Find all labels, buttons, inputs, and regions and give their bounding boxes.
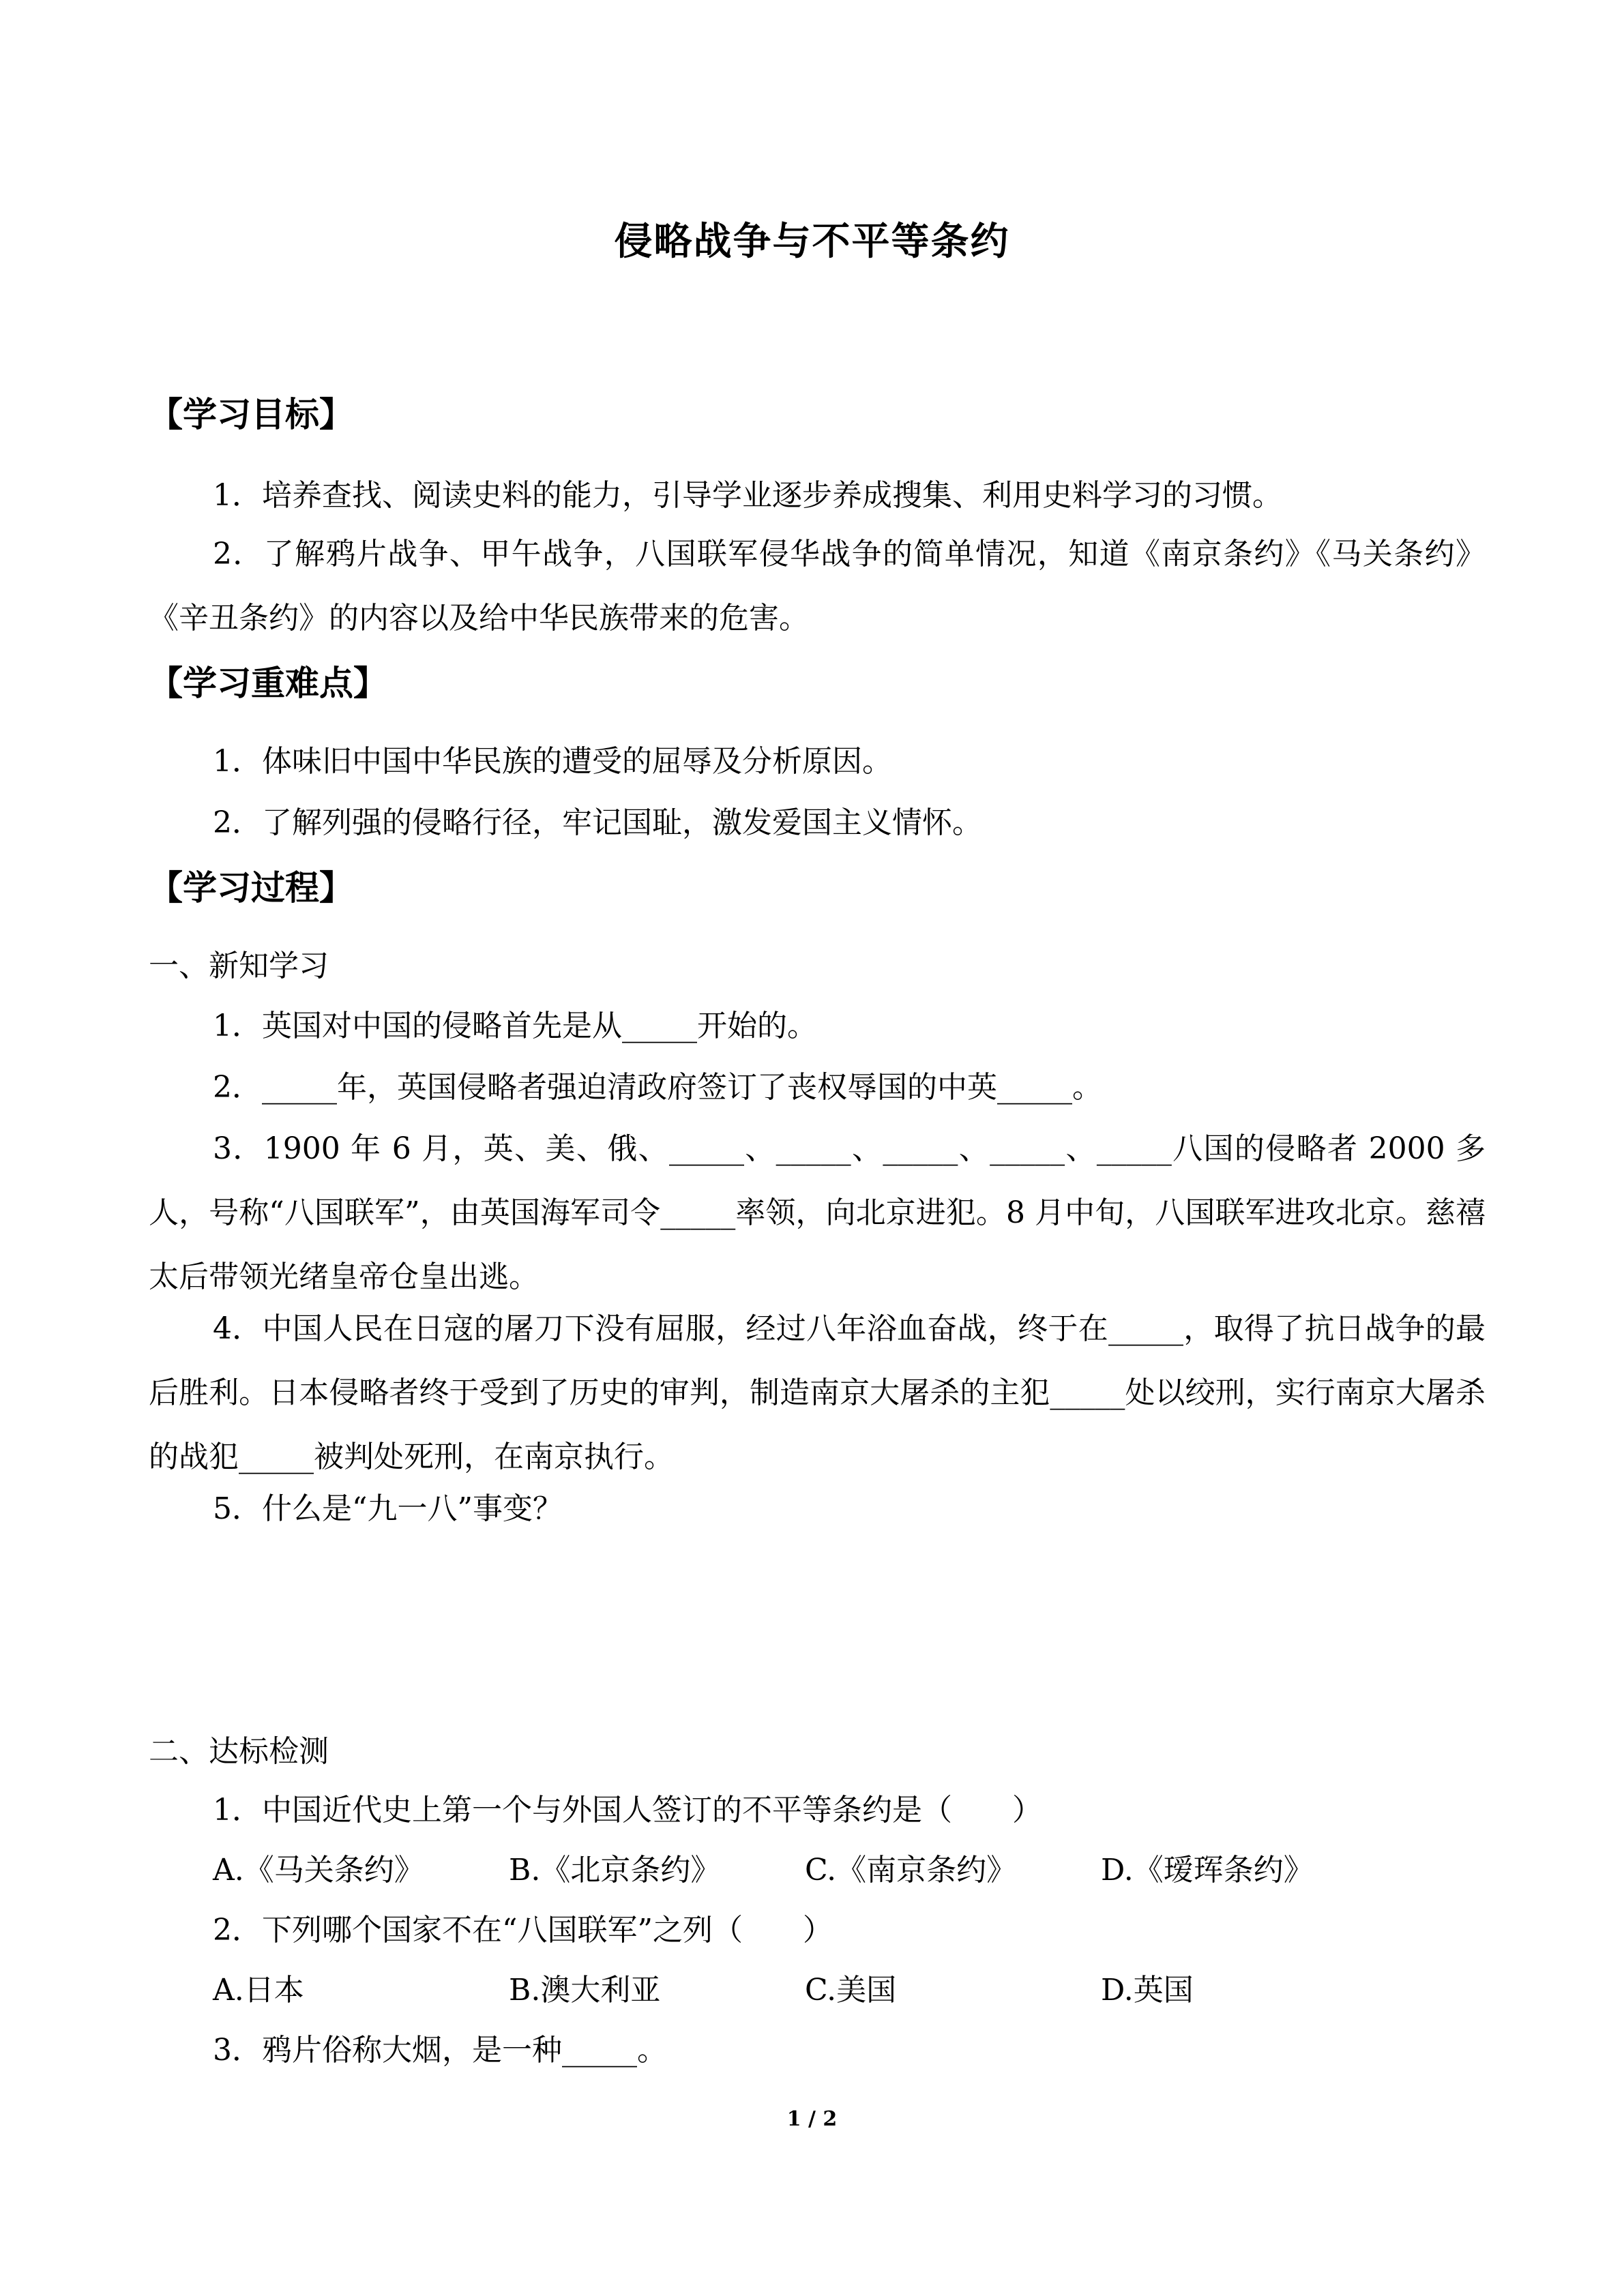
q1-option-a: A.《马关条约》 — [213, 1853, 424, 1888]
question-1-stem: 1．中国近代史上第一个与外国人签订的不平等条约是（ ） — [213, 1793, 1042, 1828]
keypoints-heading: 【学习重难点】 — [149, 664, 387, 703]
part1-item-4: 4．中国人民在日寇的屠刀下没有屈服，经过八年浴血奋战，终于在_____，取得了抗日战争的最后胜利。日本侵略者终于受到了历史的审判，制造南京大屠杀的主犯_____处以绞刑，实行南京大屠杀的战犯_____被判处死刑，在南京执行。 — [149, 1311, 1486, 1474]
part1-item-5: 5．什么是“九一八”事变？ — [213, 1491, 563, 1526]
q2-option-d: D.英国 — [1101, 1973, 1194, 2008]
part2-label: 二、达标检测 — [149, 1734, 329, 1769]
q1-option-d: D.《瑷珲条约》 — [1101, 1853, 1314, 1888]
part1-item-3: 3．1900 年 6 月，英、美、俄、_____、_____、_____、_____、_____八国的侵略者 2000 多人，号称“八国联军”，由英国海军司令_____率领，向北京进犯。8 月中旬，八国联军进攻北京。慈禧太后带领光绪皇帝仓皇出逃。 — [149, 1131, 1486, 1294]
q1-option-c: C.《南京条约》 — [805, 1853, 1017, 1888]
q2-option-c: C.美国 — [805, 1973, 897, 2008]
keypoint-item-1: 1．体味旧中国中华民族的遭受的屈辱及分析原因。 — [213, 744, 892, 779]
objectives-heading: 【学习目标】 — [149, 395, 353, 434]
q2-option-a: A.日本 — [213, 1973, 304, 2008]
question-3-stem: 3．鸦片俗称大烟，是一种_____。 — [213, 2033, 667, 2068]
keypoint-item-2: 2．了解列强的侵略行径，牢记国耻，激发爱国主义情怀。 — [213, 805, 982, 840]
question-2-stem: 2．下列哪个国家不在“八国联军”之列（ ） — [213, 1913, 833, 1948]
process-heading: 【学习过程】 — [149, 868, 353, 908]
part1-item-1: 1．英国对中国的侵略首先是从_____开始的。 — [213, 1009, 817, 1043]
page-title: 侵略战争与不平等条约 — [614, 220, 1010, 264]
part1-item-2: 2．_____年，英国侵略者强迫清政府签订了丧权辱国的中英_____。 — [213, 1070, 1102, 1105]
objective-item-1: 1．培养查找、阅读史料的能力，引导学业逐步养成搜集、利用史料学习的习惯。 — [213, 478, 1282, 513]
part1-label: 一、新知学习 — [149, 949, 329, 983]
q2-option-b: B.澳大利亚 — [509, 1973, 661, 2008]
q1-option-b: B.《北京条约》 — [509, 1853, 721, 1888]
objective-item-2: 2．了解鸦片战争、甲午战争，八国联军侵华战争的简单情况，知道《南京条约》《马关条约》《辛丑条约》的内容以及给中华民族带来的危害。 — [149, 537, 1486, 636]
page-number: 1 / 2 — [786, 2107, 838, 2131]
